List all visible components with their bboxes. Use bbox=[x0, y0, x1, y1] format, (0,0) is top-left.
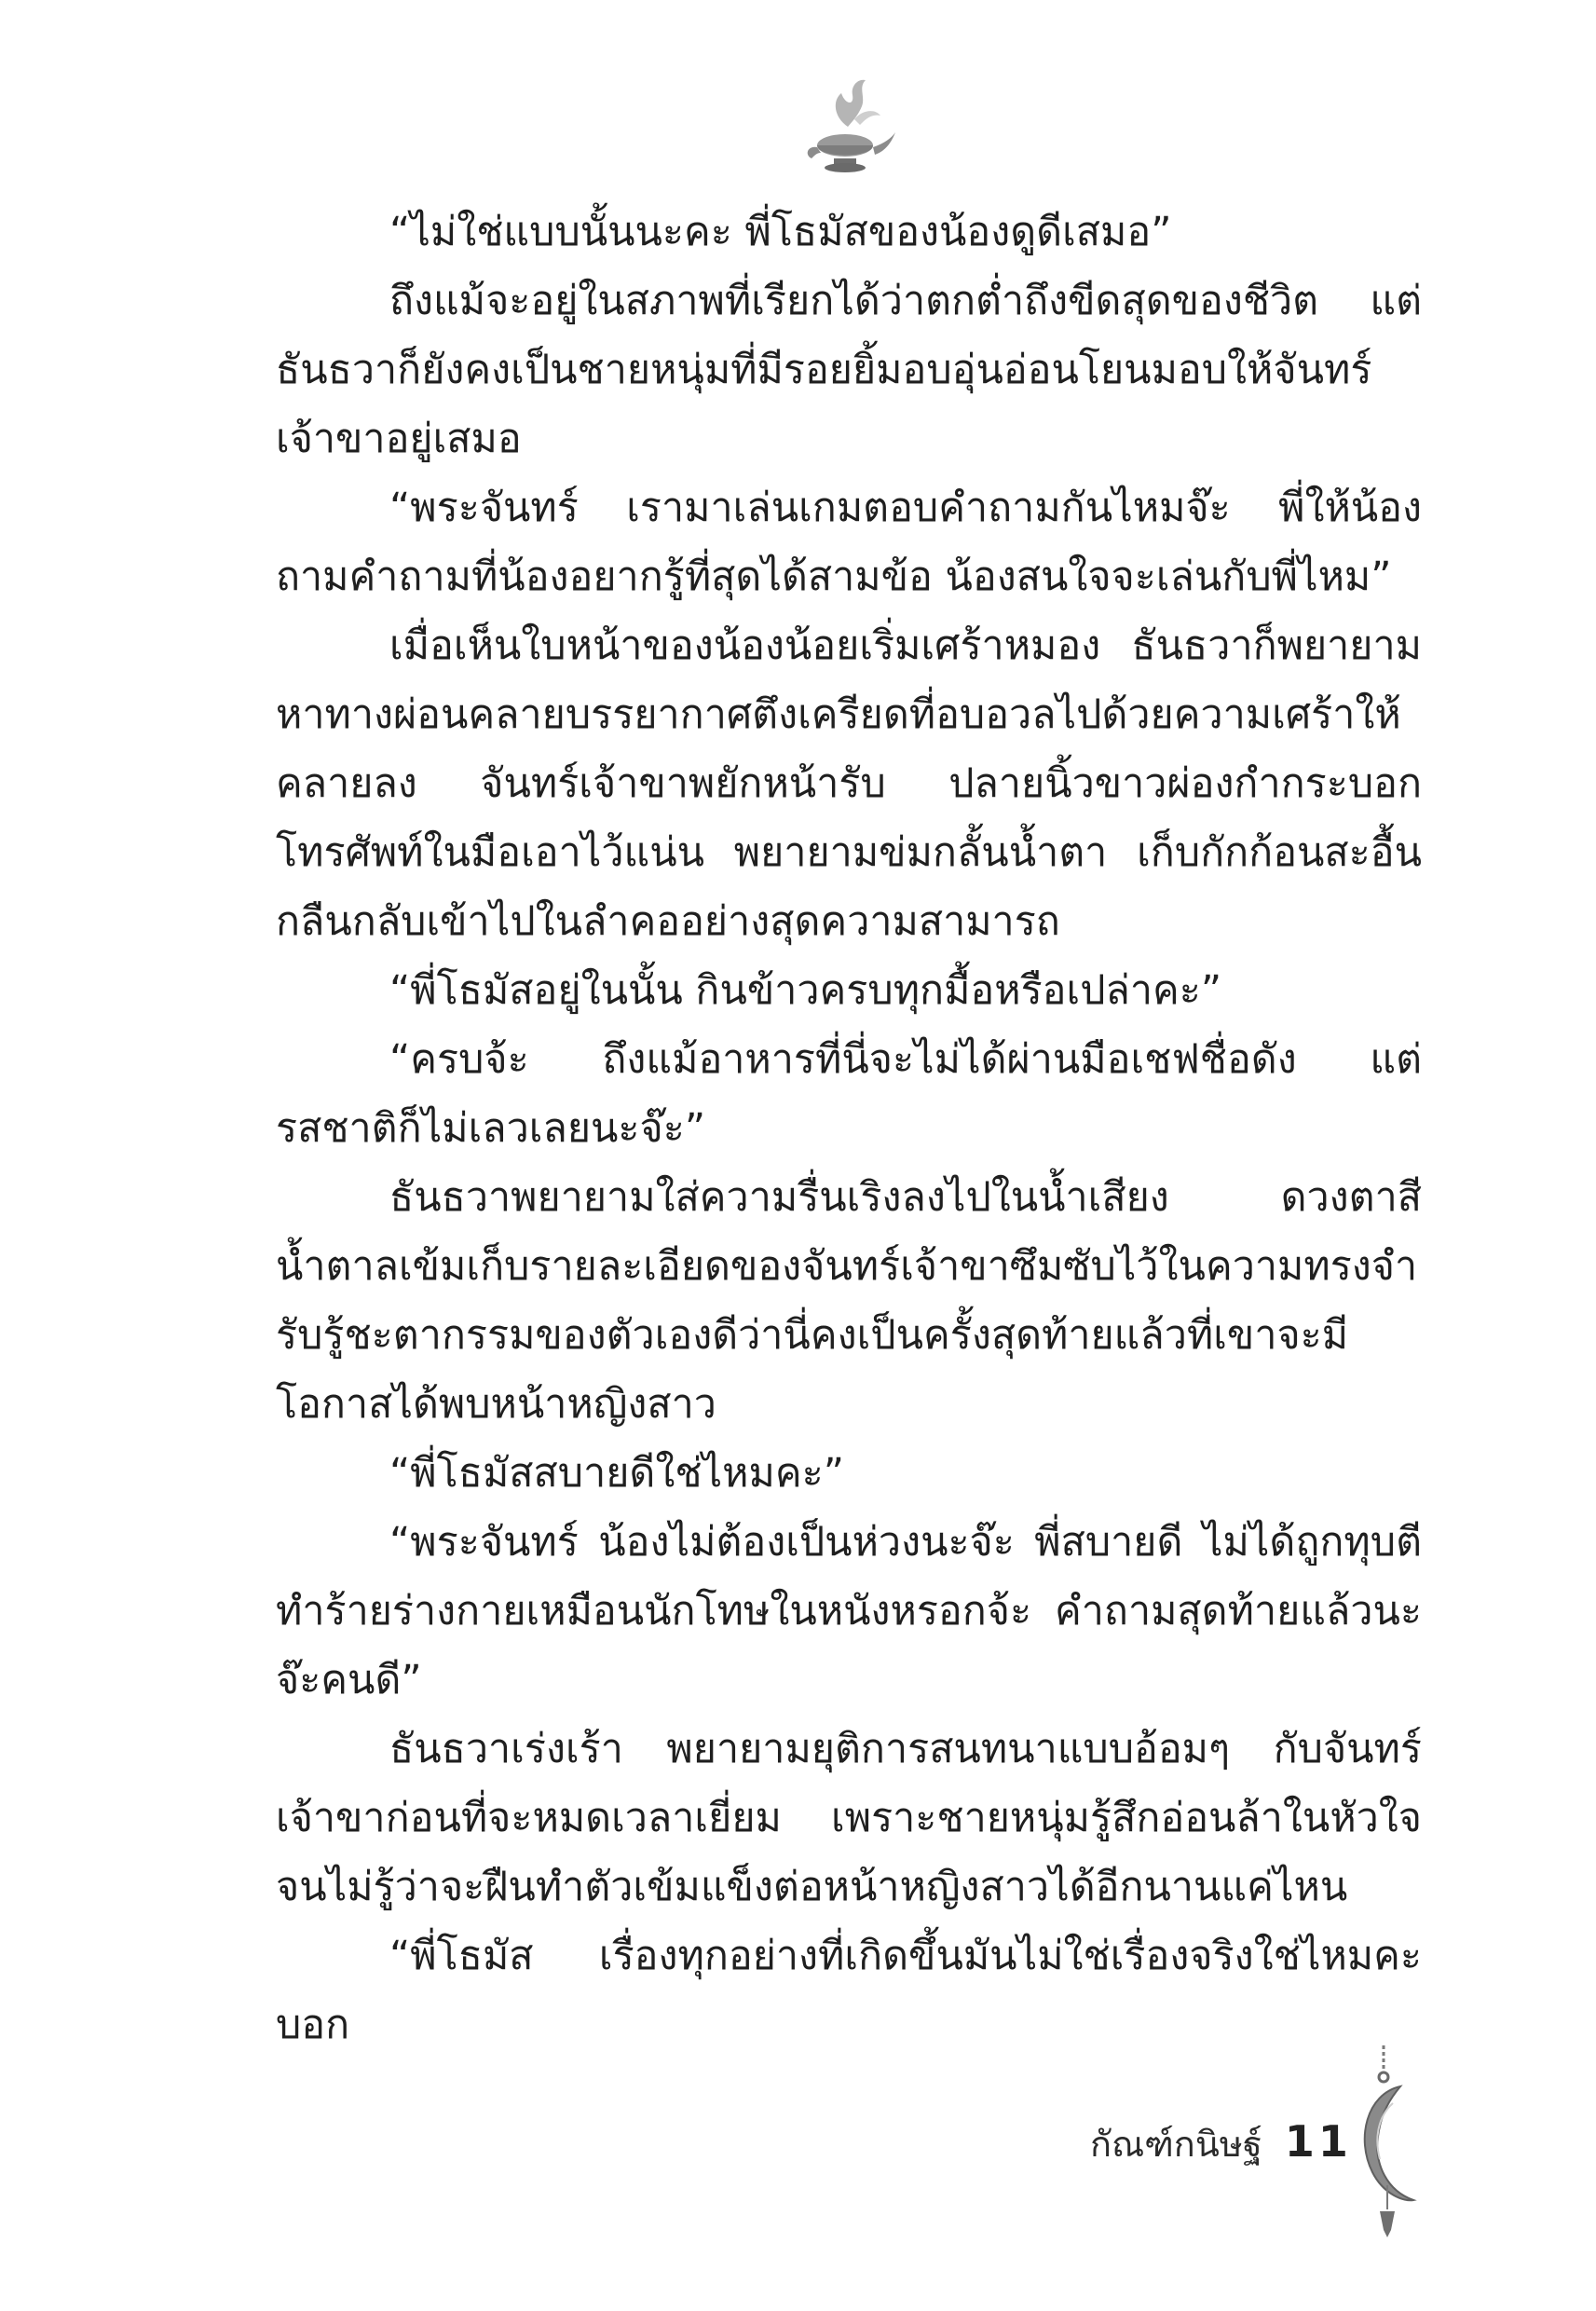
paragraph: ถึงแม้จะอยู่ในสภาพที่เรียกได้ว่าตกต่ำถึงขีดสุดของชีวิต แต่ธันธวาก็ยังคงเป็นชายหนุ่มที่มีรอยยิ้มอบอุ่นอ่อนโยนมอบให้จันทร์เจ้าขาอยู่เสมอ bbox=[276, 278, 1422, 462]
paragraph: “ครบจ้ะ ถึงแม้อาหารที่นี่จะไม่ได้ผ่านมือเชฟชื่อดัง แต่รสชาติก็ไม่เลวเลยนะจ๊ะ” bbox=[276, 1036, 1422, 1152]
paragraph: ธันธวาพยายามใส่ความรื่นเริงลงไปในน้ำเสียง ดวงตาสีน้ำตาลเข้มเก็บรายละเอียดของจันทร์เจ้าขาซึมซับไว้ในความทรงจำ รับรู้ชะตากรรมของตัวเองดีว่านี่คงเป็นครั้งสุดท้ายแล้วที่เขาจะมีโอกาสได้พบหน้าหญิงสาว bbox=[276, 1174, 1422, 1428]
paragraph: “พี่โธมัสอยู่ในนั้น กินข้าวครบทุกมื้อหรือเปล่าคะ” bbox=[389, 967, 1222, 1014]
paragraph: เมื่อเห็นใบหน้าของน้องน้อยเริ่มเศร้าหมอง ธันธวาก็พยายามหาทางผ่อนคลายบรรยากาศตึงเครียดที่อบอวลไปด้วยความเศร้าให้คลายลง จันทร์เจ้าขาพยักหน้ารับ ปลายนิ้วขาวผ่องกำกระบอกโทรศัพท์ในมือเอาไว้แน่น พยายามข่มกลั้นน้ำตา เก็บกักก้อนสะอื้นกลืนกลับเข้าไปในลำคออย่างสุดความสามารถ bbox=[276, 622, 1422, 945]
paragraph: “พี่โธมัส เรื่องทุกอย่างที่เกิดขึ้นมันไม่ใช่เรื่องจริงใช่ไหมคะ บอก bbox=[276, 1933, 1422, 2048]
paragraph: ธันธวาเร่งเร้า พยายามยุติการสนทนาแบบอ้อมๆ กับจันทร์เจ้าขาก่อนที่จะหมดเวลาเยี่ยม เพราะชายหนุ่มรู้สึกอ่อนล้าในหัวใจจนไม่รู้ว่าจะฝืนทำตัวเข้มแข็งต่อหน้าหญิงสาวได้อีกนานแค่ไหน bbox=[276, 1726, 1422, 1910]
paragraph: “พี่โธมัสสบายดีใช่ไหมคะ” bbox=[389, 1450, 844, 1497]
paragraph: “พระจันทร์ น้องไม่ต้องเป็นห่วงนะจ๊ะ พี่สบายดี ไม่ได้ถูกทุบตีทำร้ายร่างกายเหมือนนักโทษในหนังหรอกจ้ะ คำถามสุดท้ายแล้วนะจ๊ะคนดี” bbox=[276, 1519, 1422, 1703]
body-text bbox=[276, 198, 1422, 2059]
paragraph: “ไม่ใช่แบบนั้นนะคะ พี่โธมัสของน้องดูดีเสมอ” bbox=[389, 209, 1172, 255]
page-number: 11 bbox=[1284, 2116, 1352, 2167]
running-title: กัณฑ์กนิษฐ์ bbox=[1090, 2124, 1262, 2165]
magic-lamp-icon bbox=[797, 73, 899, 185]
page-footer bbox=[1090, 2115, 1352, 2172]
crescent-moon-pendant-icon bbox=[1346, 2045, 1421, 2241]
paragraph: “พระจันทร์ เรามาเล่นเกมตอบคำถามกันไหมจ๊ะ พี่ให้น้องถามคำถามที่น้องอยากรู้ที่สุดได้สามข้อ น้องสนใจจะเล่นกับพี่ไหม” bbox=[276, 485, 1422, 600]
